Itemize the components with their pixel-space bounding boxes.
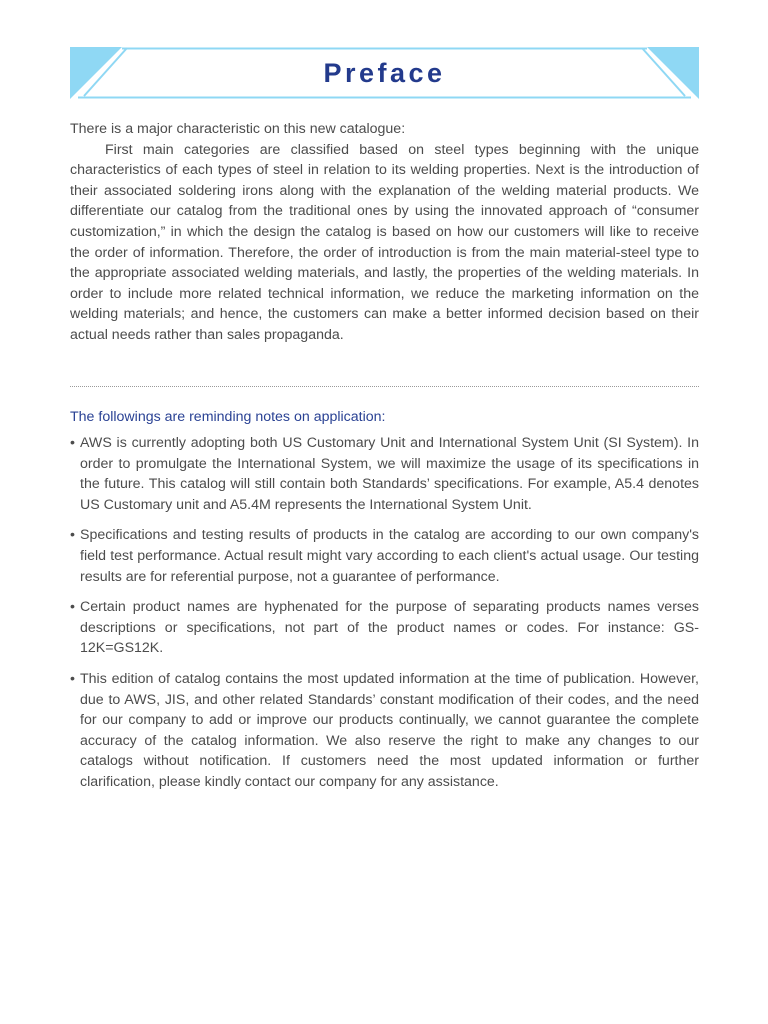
bullet-marker: • [70, 599, 75, 616]
title-banner [70, 47, 699, 99]
bullet-marker: • [70, 527, 75, 544]
notes-list [70, 433, 699, 803]
list-item [70, 597, 699, 659]
note-text: This edition of catalog contains the most updated information at the time of publication. However, due to AWS, JIS, and other related Standards’ constant modification of their codes, and the need for our company to add or improve our products continually, we cannot guarantee the complete accuracy of the catalog information. We also reserve the right to make any changes to our catalogs without notification. If customers need the most updated information or further clarification, please kindly contact our company for any assistance. [80, 670, 699, 790]
notes-heading: The followings are reminding notes on application: [70, 409, 386, 425]
page-title: Preface [323, 58, 446, 88]
intro-paragraph: First main categories are classified based on steel types beginning with the unique characteristics of each types of steel in relation to its welding properties. Next is the introduction of their associated soldering irons along with the explanation of the welding material products. We differentiate our catalog from the traditional ones by using the innovated approach of “consumer customization,” in which the design the catalog is based on how our customers will like to receive the order of information. Therefore, the order of introduction is from the main material-steel type to the appropriate associated welding materials, and lastly, the properties of the welding materials. In order to include more related technical information, we reduce the marketing information on the welding materials; and hence, the customers can make a better informed decision based on their actual needs rather than sales propaganda. [70, 141, 699, 343]
intro-lead: There is a major characteristic on this new catalogue: [70, 121, 406, 137]
bullet-marker: • [70, 435, 75, 451]
list-item [70, 669, 699, 793]
list-item [70, 525, 699, 587]
note-text: AWS is currently adopting both US Customary Unit and International System Unit (SI System). In order to promulgate the International System, we will maximize the usage of its specifications in the future. This catalog will still contain both Standards’ specifications. For example, A5.4 denotes US Customary unit and A5.4M represents the International System Unit. [80, 435, 699, 513]
list-item [70, 433, 699, 515]
note-text: Specifications and testing results of products in the catalog are according to our own company's field test performance. Actual result might vary according to each client's actual usage. Our testing results are for referential purpose, not a guarantee of performance. [80, 527, 699, 585]
intro-section [70, 119, 699, 346]
bullet-marker: • [70, 670, 75, 687]
dotted-divider [70, 386, 699, 387]
note-text: Certain product names are hyphenated for the purpose of separating products names verses descriptions or specifications, not part of the product names or codes. For instance: GS-12K=GS12K. [80, 599, 699, 657]
